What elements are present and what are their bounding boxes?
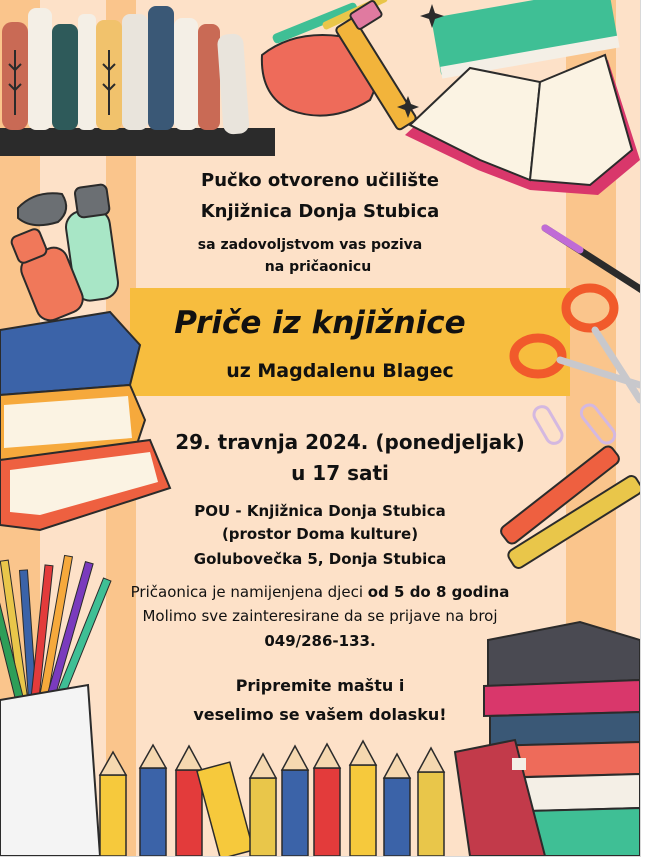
event-time: u 17 sati [291,461,389,485]
event-title: Priče iz knjižnice [174,305,466,341]
audience-info [0,583,640,601]
signup-text: Molimo sve zainteresirane da se prijave na broj [142,607,498,625]
venue-name: POU - Knjižnica Donja Stubica [194,502,446,520]
library-name: Knjižnica Donja Stubica [200,201,440,222]
event-subtitle: uz Magdalenu Blagec [226,360,454,382]
closing-text: veselimo se vašem dolasku! [193,705,447,724]
closing-text: Pripremite maštu i [235,676,405,695]
audience-age: od 5 do 8 godina [367,583,510,601]
invite-text: sa zadovoljstvom vas poziva [197,237,423,253]
invite-text: na pričaonicu [264,259,372,275]
venue-detail: (prostor Doma kulture) [221,525,419,543]
event-date: 29. travnja 2024. (ponedjeljak) [175,430,525,454]
organization-name: Pučko otvoreno učilište [201,170,439,191]
venue-address: Golubovečka 5, Donja Stubica [193,550,447,568]
phone-number: 049/286-133. [264,632,376,650]
audience-text: Pričaonica je namijenjena djeci [130,583,368,601]
